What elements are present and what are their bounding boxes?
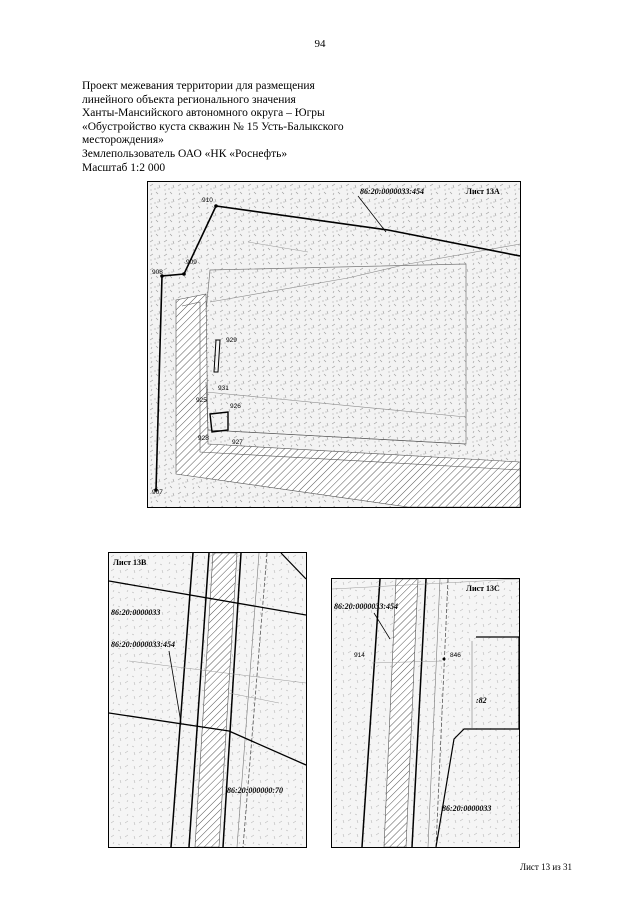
sheet-counter: Лист 13 из 31	[520, 862, 572, 872]
point-label: 910	[202, 197, 213, 204]
map-sheet-13c	[331, 578, 520, 848]
point-label: 908	[152, 269, 163, 276]
title-line: Ханты-Мансийского автономного округа – Югры	[82, 107, 325, 120]
scale-line: Масштаб 1:2 000	[82, 161, 166, 174]
point-label: 925	[196, 397, 207, 404]
cadastre-label: 86:20:0000033:454	[111, 640, 175, 649]
point-label: 909	[186, 259, 197, 266]
cadastre-label: 86:20:0000033	[442, 804, 492, 813]
title-line: «Обустройство куста скважин № 15 Усть-Балыкского	[82, 120, 344, 133]
map-sheet-13a	[147, 181, 521, 508]
title-line: месторождения»	[82, 134, 164, 147]
map-13a-drawing	[148, 182, 520, 507]
cadastre-label: 86:20:0000033	[111, 608, 161, 617]
map-13b-drawing	[109, 553, 306, 847]
point-label: 928	[198, 435, 209, 442]
page-number: 94	[314, 38, 326, 50]
point-label: 927	[232, 439, 243, 446]
map-13c-drawing	[332, 579, 519, 847]
title-line: Землепользователь ОАО «НК «Роснефть»	[82, 147, 288, 160]
sheet-label: Лист 13В	[113, 558, 147, 567]
title-line: линейного объекта регионального значения	[82, 93, 296, 106]
cadastre-label: 86:20:0000033:454	[334, 602, 398, 611]
point-label: 931	[218, 385, 229, 392]
title-line: Проект межевания территории для размещения	[82, 80, 315, 92]
point-label: 914	[354, 652, 365, 659]
sheet-label: Лист 13А	[466, 187, 500, 196]
map-sheet-13b	[108, 552, 307, 848]
point-label: 926	[230, 403, 241, 410]
cadastre-label: 86:20:000000:70	[227, 786, 283, 795]
point-label: 929	[226, 337, 237, 344]
sheet-label: Лист 13С	[466, 584, 500, 593]
point-label: 846	[450, 652, 461, 659]
cadastre-label: :82	[476, 696, 487, 705]
point-label: 907	[152, 489, 163, 496]
title-block	[82, 80, 402, 175]
cadastre-label: 86:20:0000033:454	[360, 187, 424, 196]
